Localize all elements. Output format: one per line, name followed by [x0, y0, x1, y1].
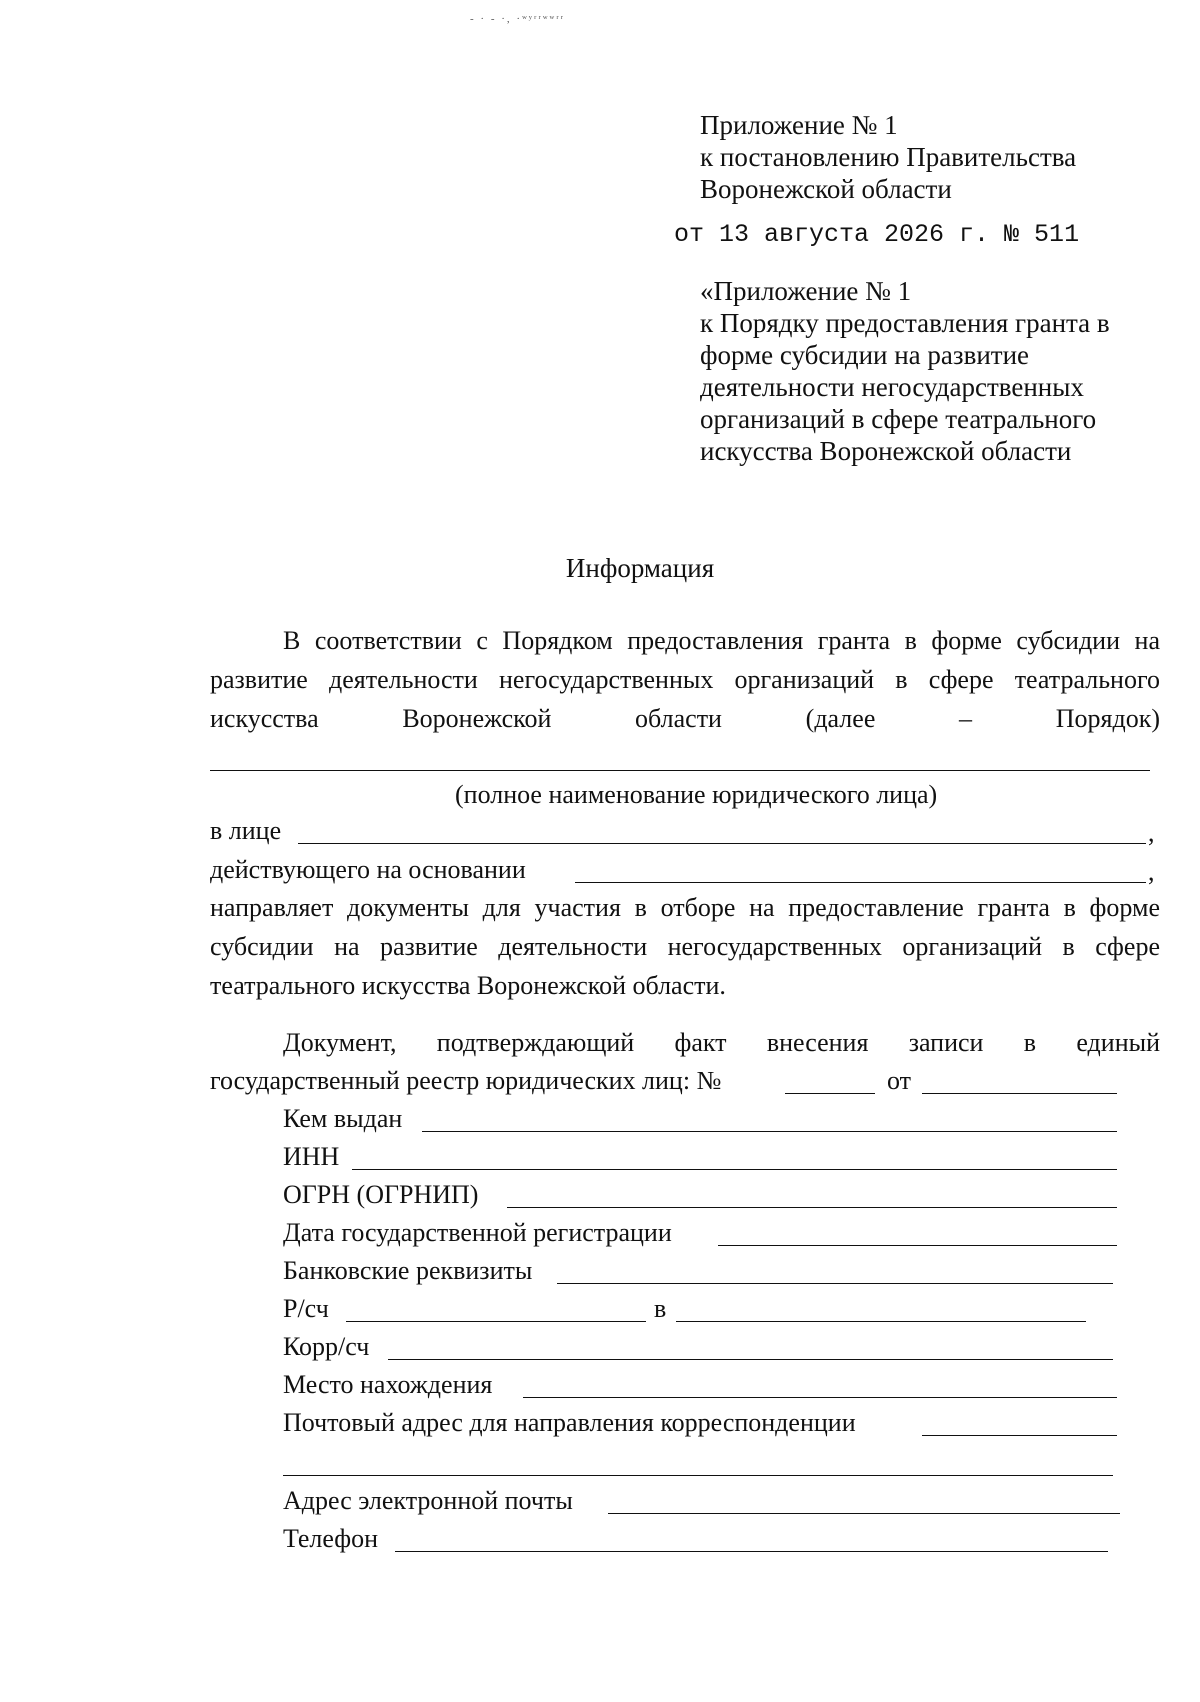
acting-basis-field[interactable] [575, 882, 1146, 883]
appendix-line-5: организаций в сфере театрального [700, 404, 1097, 434]
account-bank-label: в [654, 1294, 667, 1323]
corr-account-label: Корр/сч [283, 1332, 370, 1361]
intro-line-1: В соответствии с Порядком предоставления гранта в форме субсидии на [283, 626, 1160, 655]
egrul-from-label: от [887, 1066, 912, 1095]
ogrn-field[interactable] [507, 1207, 1117, 1208]
bank-details-field[interactable] [557, 1283, 1113, 1284]
email-field[interactable] [608, 1513, 1120, 1514]
location-field[interactable] [523, 1397, 1117, 1398]
body-line-1: направляет документы для участия в отборе на предоставление гранта в форме [210, 893, 1160, 922]
issued-by-label: Кем выдан [283, 1104, 403, 1133]
location-label: Место нахождения [283, 1370, 493, 1399]
phone-label: Телефон [283, 1524, 379, 1553]
header-line-1: Приложение № 1 [700, 110, 898, 140]
body-line-2: субсидии на развитие деятельности негосударственных организаций в сфере [210, 932, 1160, 961]
appendix-line-2: к Порядку предоставления гранта в [700, 308, 1110, 338]
appendix-line-6: искусства Воронежской области [700, 436, 1072, 466]
in-person-field[interactable] [298, 843, 1146, 844]
appendix-line-4: деятельности негосударственных [700, 372, 1084, 402]
comma-2: , [1148, 857, 1155, 886]
inn-field[interactable] [352, 1169, 1117, 1170]
postal-address-label: Почтовый адрес для направления корреспонденции [283, 1408, 856, 1437]
document-title: Информация [565, 553, 715, 583]
egrul-number-field[interactable] [785, 1093, 875, 1094]
egrul-number-label: государственный реестр юридических лиц: № [210, 1066, 722, 1095]
bank-details-label: Банковские реквизиты [283, 1256, 533, 1285]
email-label: Адрес электронной почты [283, 1486, 573, 1515]
corr-account-field[interactable] [388, 1359, 1113, 1360]
phone-field[interactable] [395, 1551, 1108, 1552]
account-label: Р/сч [283, 1294, 329, 1323]
postal-address-field[interactable] [922, 1435, 1117, 1436]
scan-artifact: - · - ·, ·ʷʸʳʳʷʷʳʳ [470, 13, 566, 25]
reg-date-field[interactable] [718, 1245, 1117, 1246]
account-bank-field[interactable] [676, 1321, 1086, 1322]
reg-date-label: Дата государственной регистрации [283, 1218, 672, 1247]
account-field[interactable] [346, 1321, 646, 1322]
acting-basis-label: действующего на основании [210, 855, 526, 884]
comma-1: , [1148, 818, 1155, 847]
header-line-2: к постановлению Правительства [700, 142, 1077, 172]
egrul-date-field[interactable] [922, 1093, 1117, 1094]
inn-label: ИНН [283, 1142, 340, 1171]
appendix-line-3: форме субсидии на развитие [700, 340, 1029, 370]
legal-name-caption: (полное наименование юридического лица) [455, 780, 938, 809]
intro-line-2: развитие деятельности негосударственных организаций в сфере театрального [210, 665, 1160, 694]
ogrn-label: ОГРН (ОГРНИП) [283, 1180, 479, 1209]
issued-by-field[interactable] [422, 1131, 1117, 1132]
in-person-label: в лице [210, 816, 282, 845]
header-line-3: Воронежской области [700, 174, 952, 204]
intro-line-3: искусства Воронежской области (далее – Порядок) [210, 704, 1160, 733]
postal-address-field-2[interactable] [283, 1475, 1113, 1476]
decree-date: от 13 августа 2026 г. № 511 [674, 220, 1080, 249]
body-line-3: театрального искусства Воронежской области. [210, 971, 726, 1000]
appendix-line-1: «Приложение № 1 [700, 276, 912, 306]
doc-line-1: Документ, подтверждающий факт внесения записи в единый [283, 1028, 1160, 1057]
legal-name-field[interactable] [210, 770, 1150, 771]
